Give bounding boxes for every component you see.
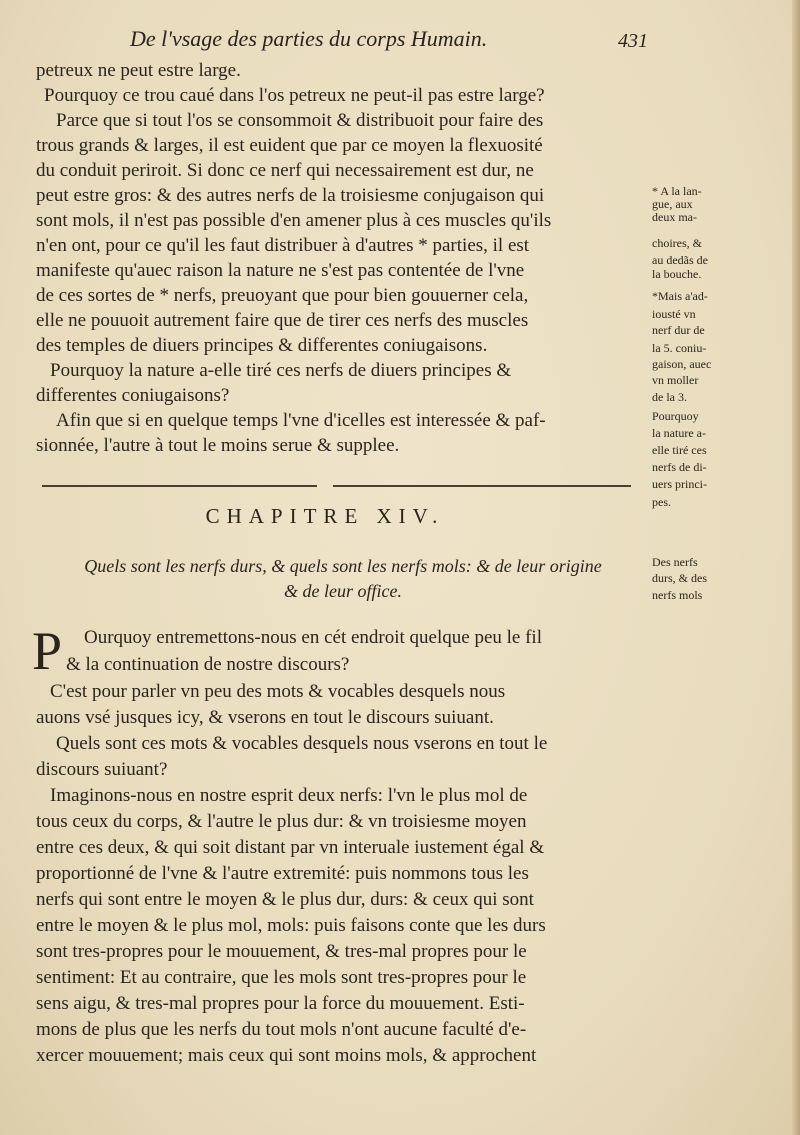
- text-line: Ourquoy entremettons-nous en cét endroit quelque peu le fil: [84, 627, 542, 648]
- text-line: trous grands & larges, il est euident que par ce moyen la flexuosité: [36, 135, 543, 156]
- text-line: sont mols, il n'est pas possible d'en amener plus à ces muscles qu'ils: [36, 210, 552, 231]
- text-line: sens aigu, & tres-mal propres pour la force du mouuement. Esti-: [36, 993, 525, 1014]
- margin-note: pes.: [652, 495, 671, 509]
- margin-note: deux ma-: [652, 210, 697, 224]
- margin-note: durs, & des: [652, 571, 707, 585]
- chapter-subtitle: & de leur office.: [284, 581, 402, 601]
- text-line: elle ne pouuoit autrement faire que de tirer ces nerfs des muscles: [36, 310, 529, 331]
- margin-note: la nature a-: [652, 426, 706, 440]
- text-line: sentiment: Et au contraire, que les mols sont tres-propres pour le: [36, 967, 527, 988]
- text-line: Quels sont ces mots & vocables desquels nous vserons en tout le: [56, 733, 548, 754]
- text-line: differentes coniugaisons?: [36, 385, 230, 406]
- running-head: De l'vsage des parties du corps Humain.: [130, 26, 488, 51]
- text-line: Parce que si tout l'os se consommoit & distribuoit pour faire des: [56, 110, 544, 131]
- text-line: mons de plus que les nerfs du tout mols n'ont aucune faculté d'e-: [36, 1019, 527, 1040]
- text-line: Imaginons-nous en nostre esprit deux nerfs: l'vn le plus mol de: [50, 785, 528, 806]
- text-line: n'en ont, pour ce qu'il les faut distribuer à d'autres * parties, il est: [36, 235, 530, 256]
- page-number: 431: [618, 30, 648, 52]
- text-line: & la continuation de nostre discours?: [66, 654, 350, 675]
- text-line: manifeste qu'auec raison la nature ne s'est pas contentée de l'vne: [36, 260, 525, 281]
- text-line: auons vsé jusques icy, & vserons en tout le discours suiuant.: [36, 707, 494, 728]
- margin-note: la 5. coniu-: [652, 341, 707, 355]
- margin-note: de la 3.: [652, 390, 687, 404]
- divider-rule: [333, 485, 631, 487]
- page-edge: [792, 0, 800, 1135]
- text-line: entre le moyen & le plus mol, mols: puis faisons conte que les durs: [36, 915, 546, 936]
- divider-rule: [42, 485, 317, 487]
- text-line: C'est pour parler vn peu des mots & vocables desquels nous: [50, 681, 506, 702]
- text-line: proportionné de l'vne & l'autre extremité: puis nommons tous les: [36, 863, 529, 884]
- margin-note: nerfs de di-: [652, 460, 707, 474]
- text-line: des temples de diuers principes & differentes coniugaisons.: [36, 335, 488, 356]
- text-line: entre ces deux, & qui soit distant par vn interuale iustement égal &: [36, 837, 545, 858]
- margin-note: nerfs mols: [652, 588, 703, 602]
- text-line: Pourquoy la nature a-elle tiré ces nerfs de diuers principes &: [50, 360, 512, 381]
- margin-note: gaison, auec: [652, 357, 712, 371]
- margin-note: Des nerfs: [652, 555, 698, 569]
- text-line: tous ceux du corps, & l'autre le plus dur: & vn troisiesme moyen: [36, 811, 527, 832]
- margin-note: au dedãs de: [652, 253, 708, 267]
- text-line: xercer mouuement; mais ceux qui sont moins mols, & approchent: [36, 1045, 537, 1066]
- drop-capital: P: [32, 621, 63, 681]
- chapter-heading: CHAPITRE XIV.: [205, 504, 445, 528]
- text-line: du conduit periroit. Si donc ce nerf qui necessairement est dur, ne: [36, 160, 534, 181]
- text-line: petreux ne peut estre large.: [36, 60, 241, 81]
- margin-note: uers princi-: [652, 477, 707, 491]
- margin-note: la bouche.: [652, 267, 702, 281]
- margin-note: vn moller: [652, 373, 699, 387]
- margin-note: choires, &: [652, 236, 702, 250]
- margin-note: * A la lan-: [652, 184, 702, 198]
- margin-note: *Mais a'ad-: [652, 289, 708, 303]
- text-line: peut estre gros: & des autres nerfs de la troisiesme conjugaison qui: [36, 185, 545, 206]
- margin-note: iousté vn: [652, 307, 696, 321]
- text-line: nerfs qui sont entre le moyen & le plus dur, durs: & ceux qui sont: [36, 889, 534, 910]
- text-line: sont tres-propres pour le mouuement, & tres-mal propres pour le: [36, 941, 527, 962]
- margin-note: elle tiré ces: [652, 443, 707, 457]
- text-line: Afin que si en quelque temps l'vne d'icelles est interessée & paf-: [56, 410, 546, 431]
- text-line: Pourquoy ce trou caué dans l'os petreux ne peut-il pas estre large?: [44, 85, 545, 106]
- text-line: discours suiuant?: [36, 759, 168, 780]
- margin-note: Pourquoy: [652, 409, 699, 423]
- text-line: de ces sortes de * nerfs, preuoyant que pour bien gouuerner cela,: [36, 285, 529, 306]
- text-line: sionnée, l'autre à tout le moins serue & supplee.: [36, 435, 400, 456]
- margin-note: gue, aux: [652, 197, 693, 211]
- chapter-subtitle: Quels sont les nerfs durs, & quels sont les nerfs mols: & de leur origine: [84, 556, 602, 576]
- margin-note: nerf dur de: [652, 323, 705, 337]
